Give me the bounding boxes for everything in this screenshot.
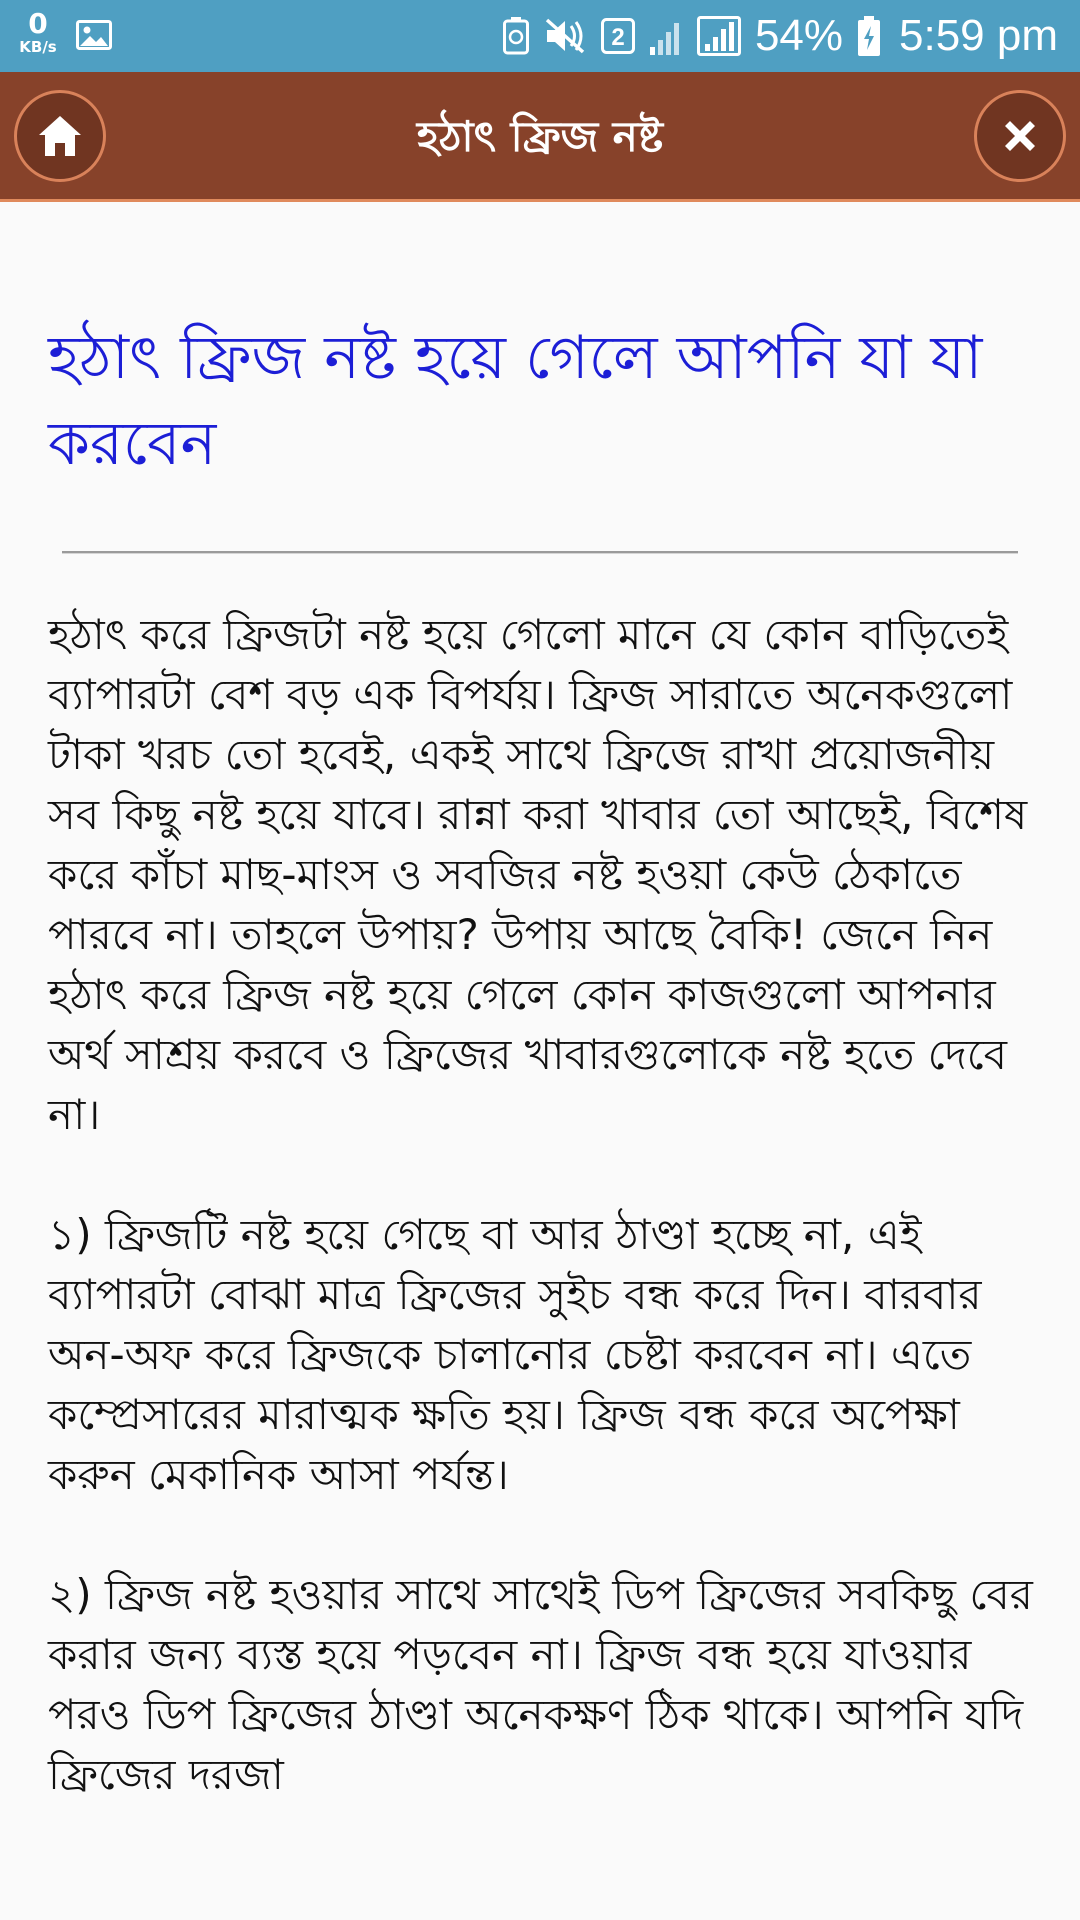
app-title: হঠাৎ ফ্রিজ নষ্ট: [416, 112, 664, 161]
article-paragraph-1: ১) ফ্রিজটি নষ্ট হয়ে গেছে বা আর ঠাণ্ডা হচ্ছে না, এই ব্যাপারটা বোঝা মাত্র ফ্রিজের সুইচ বন্ধ করে দিন। বারবার অন-অফ করে ফ্রিজকে চালানোর চেষ্টা করবেন না। এতে কম্প্রেসারের মারাত্মক ক্ষতি হয়। ফ্রিজ বন্ধ করে অপেক্ষা করুন মেকানিক আসা পর্যন্ত।: [48, 1210, 982, 1499]
signal-icon-1: [649, 17, 683, 55]
sim-badge-icon: [601, 18, 635, 54]
article-heading: হঠাৎ ফ্রিজ নষ্ট হয়ে গেলে আপনি যা যা করবেন: [48, 323, 983, 479]
sim-badge-number: 2: [611, 24, 625, 51]
battery-saver-icon: [503, 17, 529, 55]
status-bar: [0, 0, 1080, 72]
article-paragraph-2: ২) ফ্রিজ নষ্ট হওয়ার সাথে সাথেই ডিপ ফ্রিজের সবকিছু বের করার জন্য ব্যস্ত হয়ে পড়বেন না। ফ্রিজ বন্ধ হয়ে যাওয়ার পরও ডিপ ফ্রিজের ঠাণ্ডা অনেকক্ষণ ঠিক থাকে। আপনি যদি ফ্রিজের দরজা: [48, 1570, 1033, 1799]
signal-icon-2: [697, 16, 741, 56]
data-speed-unit: KB/s: [19, 38, 57, 56]
clock: 5:59 pm: [899, 11, 1058, 60]
data-speed-value: 0: [28, 7, 48, 40]
battery-percent: 54%: [754, 11, 844, 60]
close-button[interactable]: [974, 90, 1066, 182]
battery-charging-icon: [857, 16, 881, 56]
app-bar: [0, 72, 1080, 202]
close-icon: [997, 113, 1043, 159]
article-body: [48, 605, 1048, 1865]
mute-vibrate-icon: [543, 16, 587, 56]
article-paragraph-intro: হঠাৎ করে ফ্রিজটা নষ্ট হয়ে গেলো মানে যে কোন বাড়িতেই ব্যাপারটা বেশ বড় এক বিপর্যয়। ফ্রিজ সারাতে অনেকগুলো টাকা খরচ তো হবেই, একই সাথে ফ্রিজে রাখা প্রয়োজনীয় সব কিছু নষ্ট হয়ে যাবে। রান্না করা খাবার তো আছেই, বিশেষ করে কাঁচা মাছ-মাংস ও সবজির নষ্ট হওয়া কেউ ঠেকাতে পারবে না। তাহলে উপায়? উপায় আছে বৈকি! জেনে নিন হঠাৎ করে ফ্রিজ নষ্ট হয়ে গেলে কোন কাজগুলো আপনার অর্থ সাশ্রয় করবে ও ফ্রিজের খাবারগুলোকে নষ্ট হতে দেবে না।: [48, 610, 1028, 1139]
article-content[interactable]: [0, 205, 1080, 1920]
divider: [62, 551, 1018, 554]
gallery-notification-icon: [76, 20, 112, 50]
data-speed-indicator: [16, 7, 60, 56]
